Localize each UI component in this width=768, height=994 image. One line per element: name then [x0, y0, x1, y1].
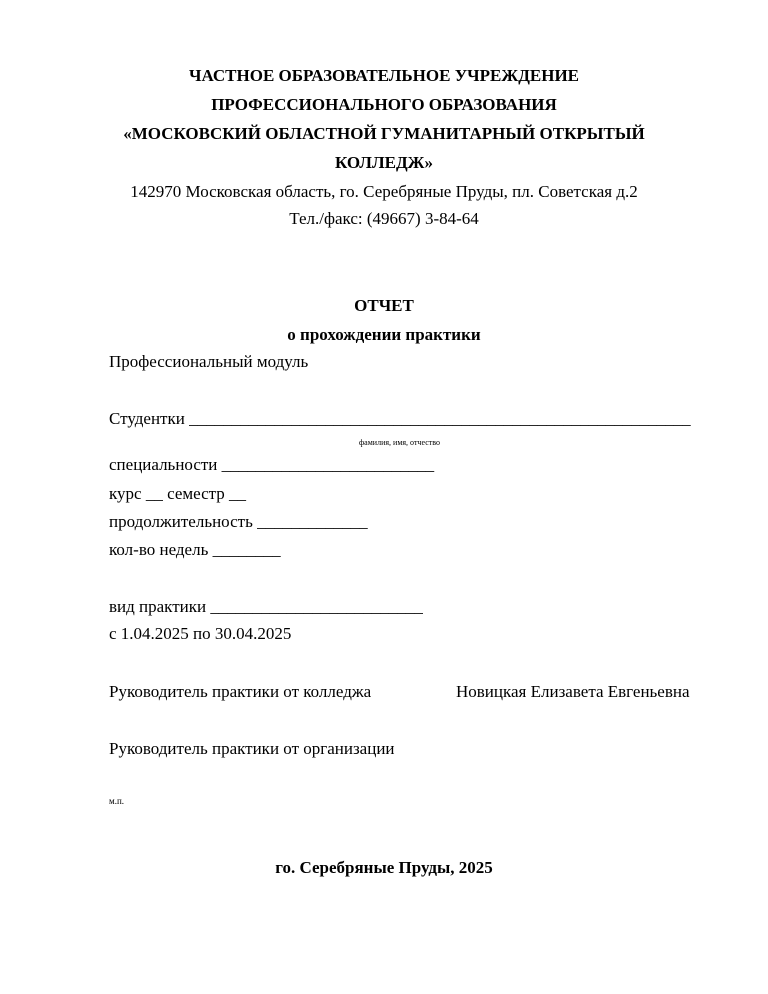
duration-field: продолжительность _____________ — [109, 512, 368, 531]
practice-dates: с 1.04.2025 по 30.04.2025 — [109, 624, 292, 643]
org-address: 142970 Московская область, го. Серебряные Пруды, пл. Советская д.2 — [130, 182, 638, 201]
org-phone: Тел./факс: (49667) 3-84-64 — [289, 209, 479, 228]
student-field-hint: фамилия, имя, отчество — [359, 438, 440, 447]
org-name-line-3: «МОСКОВСКИЙ ОБЛАСТНОЙ ГУМАНИТАРНЫЙ ОТКРЫТЫЙ — [123, 124, 645, 143]
stamp-mark: м.п. — [109, 796, 125, 806]
specialty-field: специальности _________________________ — [109, 455, 435, 474]
report-subtitle: о прохождении практики — [287, 325, 481, 344]
college-supervisor-name: Новицкая Елизавета Евгеньевна — [456, 682, 690, 701]
practice-type-field: вид практики _________________________ — [109, 597, 423, 616]
org-name-line-1: ЧАСТНОЕ ОБРАЗОВАТЕЛЬНОЕ УЧРЕЖДЕНИЕ — [188, 66, 580, 85]
org-name-line-4: КОЛЛЕДЖ» — [335, 153, 433, 172]
student-field: Студентки ___________________________________________________________ — [109, 409, 691, 428]
org-name-line-2: ПРОФЕССИОНАЛЬНОГО ОБРАЗОВАНИЯ — [211, 95, 557, 114]
place-and-year: го. Серебряные Пруды, 2025 — [275, 858, 493, 877]
weeks-field: кол-во недель ________ — [109, 540, 281, 559]
course-semester-field: курс __ семестр __ — [109, 484, 247, 503]
report-title: ОТЧЕТ — [354, 296, 414, 315]
college-supervisor-label: Руководитель практики от колледжа — [109, 682, 372, 701]
professional-module-label: Профессиональный модуль — [109, 352, 309, 371]
organization-supervisor-label: Руководитель практики от организации — [109, 739, 395, 758]
